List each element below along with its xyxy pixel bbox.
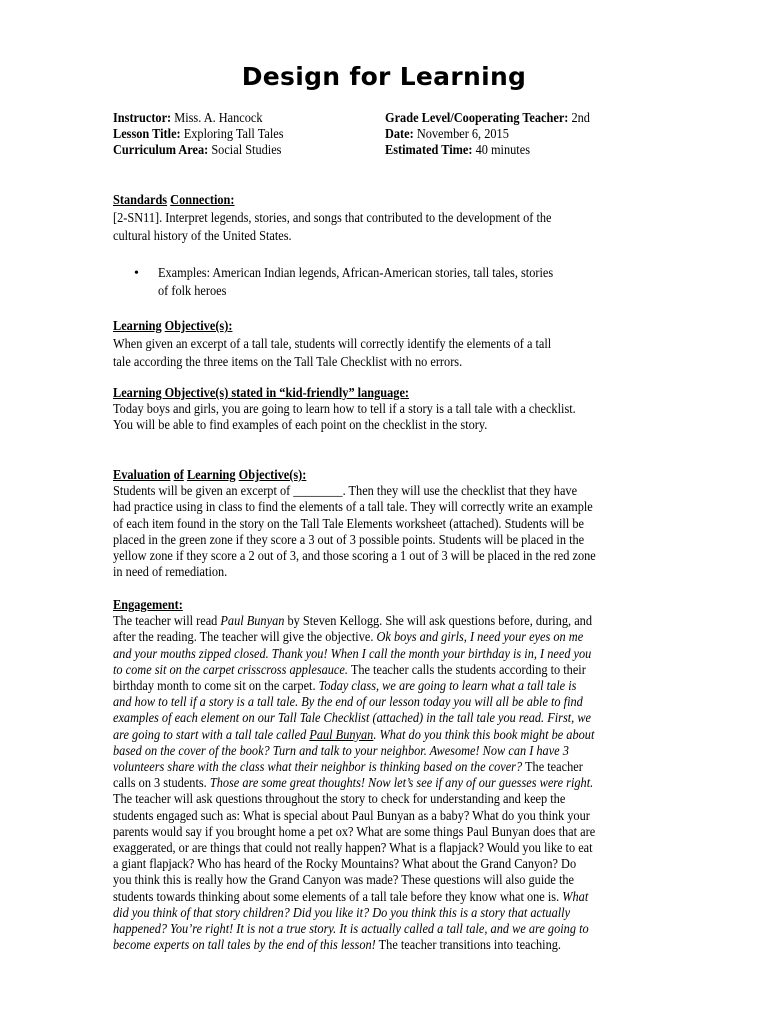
- text-run: students towards thinking about some elements of a tall tale before they know what one is.: [113, 889, 563, 905]
- engagement-line: [113, 809, 633, 825]
- bullet-dot-icon: •: [134, 266, 139, 281]
- engagement-line: [113, 906, 633, 922]
- text-run: by Steven Kellogg. She will ask questions before, during, and: [284, 614, 593, 630]
- curriculum-value: Social Studies: [211, 143, 282, 158]
- engagement-line: [113, 679, 633, 695]
- lesson-title-value: Exploring Tall Tales: [183, 127, 284, 142]
- kid-friendly-line: You will be able to find examples of each point on the checklist in the story.: [113, 418, 488, 434]
- engagement-line: [113, 922, 633, 938]
- grade-row: [385, 111, 618, 127]
- text-run: students engaged such as: What is special about Paul Bunyan as a baby? What do you think your: [113, 808, 590, 824]
- curriculum-label: Curriculum Area:: [113, 143, 209, 158]
- instructor-row: [113, 111, 307, 127]
- instructor-value: Miss. A. Hancock: [174, 111, 263, 126]
- italic-run: Ok boys and girls, I need your eyes on me: [376, 630, 584, 646]
- bullet-line: Examples: American Indian legends, African-American stories, tall tales, stories: [158, 266, 554, 281]
- page-title: Design for Learning: [241, 62, 527, 91]
- italic-run: examples of each element on our Tall Tale Checklist (attached) in the tall tale you read. First, we: [113, 711, 592, 727]
- engagement-heading: Engagement:: [113, 598, 183, 613]
- date-value: November 6, 2015: [416, 127, 509, 142]
- standards-section: [113, 193, 633, 247]
- text-run: The teacher transitions into teaching.: [375, 938, 561, 954]
- meta-left: [113, 111, 307, 159]
- italic-run: Those are some great thoughts! Now let’s see if any of our guesses were right.: [209, 776, 594, 792]
- text-run: you think this is really how the Grand Canyon was made? These questions will also guide the: [113, 873, 575, 889]
- evaluation-line: of each item found in the story on the Tall Tale Elements worksheet (attached). Students will be: [113, 516, 584, 532]
- text-run: after the reading. The teacher will give the objective.: [113, 630, 377, 646]
- time-label: Estimated Time:: [385, 143, 473, 158]
- standards-line: [2-SN11]. Interpret legends, stories, and songs that contributed to the development of the: [113, 211, 552, 226]
- italic-run: Paul Bunyan: [220, 614, 285, 630]
- text-run: birthday month to come sit on the carpet.: [113, 679, 319, 695]
- text-run: parents would say if you brought home a pet ox? What are some things Paul Bunyan does that are: [113, 824, 596, 840]
- text-run: The teacher will ask questions throughout the story to check for understanding and keep the: [113, 792, 566, 808]
- engagement-line: [113, 744, 633, 760]
- standards-line: cultural history of the United States.: [113, 229, 292, 245]
- engagement-line: [113, 728, 633, 744]
- text-run: The teacher: [522, 760, 583, 776]
- engagement-line: [113, 890, 633, 906]
- time-row: [385, 143, 618, 159]
- lesson-title-row: [113, 127, 307, 143]
- engagement-line: [113, 841, 633, 857]
- italic-run: Today class, we are going to learn what a tall tale is: [318, 679, 577, 695]
- standards-heading-a: Standards: [113, 193, 168, 208]
- italic-run: and how to tell if a story is a tall tale. By the end of our lesson today you will all be able to find: [113, 695, 583, 711]
- text-run: The teacher calls the students according to their: [347, 662, 586, 678]
- engagement-line: [113, 630, 633, 646]
- italic-run: volunteers share with the class what their neighbor is thinking based on the cover?: [113, 760, 523, 776]
- grade-label: Grade Level/Cooperating Teacher:: [385, 111, 569, 126]
- text-run: calls on 3 students.: [113, 776, 210, 792]
- engagement-line: [113, 614, 633, 630]
- engagement-line: [113, 825, 633, 841]
- kid-friendly-section: [113, 386, 633, 435]
- objective-heading: Learning Objective(s):: [113, 319, 233, 334]
- engagement-line: [113, 857, 633, 873]
- italic-run: and your mouths zipped closed. Thank you! When I call the month your birthday is in, I need you: [113, 646, 592, 662]
- italic-run: What: [562, 889, 589, 905]
- italic-run: . What do you think this book might be about: [373, 727, 595, 743]
- italic-run: happened? You’re right! It is not a true story. It is actually called a tall tale, and we are going to: [113, 922, 589, 938]
- engagement-line: [113, 760, 633, 776]
- engagement-line: [113, 695, 633, 711]
- evaluation-line: had practice using in class to find the elements of a tall tale. They will correctly write an example: [113, 500, 593, 516]
- bullet-line: of folk heroes: [158, 284, 227, 300]
- engagement-line: [113, 711, 633, 727]
- lesson-title-label: Lesson Title:: [113, 127, 181, 142]
- evaluation-line: yellow zone if they score a 2 out of 3, and those scoring a 1 out of 3 will be placed in the red zone: [113, 549, 596, 565]
- italic-run: become experts on tall tales by the end of this lesson!: [113, 938, 376, 954]
- standards-heading-b: Connection:: [170, 193, 235, 208]
- date-row: [385, 127, 618, 143]
- time-value: 40 minutes: [475, 143, 530, 158]
- objective-line: tale according the three items on the Tall Tale Checklist with no errors.: [113, 355, 463, 371]
- engagement-body: [113, 614, 633, 954]
- kid-friendly-line: Today boys and girls, you are going to learn how to tell if a story is a tall tale with a checklist.: [113, 402, 576, 418]
- engagement-line: [113, 938, 633, 954]
- evaluation-line: in need of remediation.: [113, 565, 228, 581]
- objective-section: [113, 319, 633, 373]
- italic-run: did you think of that story children? Did you like it? Do you think this is a story that actually: [113, 905, 571, 921]
- engagement-section: [113, 598, 633, 954]
- engagement-line: [113, 663, 633, 679]
- kid-friendly-heading: Learning Objective(s) stated in “kid-friendly” language:: [113, 386, 410, 401]
- meta-right: [385, 111, 618, 159]
- date-label: Date:: [385, 127, 414, 142]
- curriculum-row: [113, 143, 307, 159]
- italic-run: Paul Bunyan: [309, 727, 374, 743]
- grade-value: 2nd: [571, 111, 590, 126]
- evaluation-heading: Evaluation of Learning Objective(s):: [113, 468, 307, 483]
- text-run: exaggerated, or are things that could not really happen? What is a flapjack? Would you like to eat: [113, 841, 593, 857]
- italic-run: are going to start with a tall tale called: [113, 727, 310, 743]
- engagement-line: [113, 873, 633, 889]
- engagement-line: [113, 647, 633, 663]
- text-run: a giant flapjack? Who has heard of the Rocky Mountains? What about the Grand Canyon? Do: [113, 857, 577, 873]
- engagement-line: [113, 776, 633, 792]
- standards-heading: [113, 193, 633, 209]
- objective-line: When given an excerpt of a tall tale, students will correctly identify the elements of a tall: [113, 337, 552, 352]
- evaluation-line: Students will be given an excerpt of ________. Then they will use the checklist that they have: [113, 484, 578, 500]
- engagement-line: [113, 792, 633, 808]
- italic-run: based on the cover of the book? Turn and talk to your neighbor. Awesome! Now can I have 3: [113, 743, 569, 759]
- italic-run: to come sit on the carpet crisscross applesauce.: [113, 662, 348, 678]
- evaluation-line: placed in the green zone if they score a 3 out of 3 possible points. Students will be placed in the: [113, 532, 585, 548]
- instructor-label: Instructor:: [113, 111, 172, 126]
- text-run: The teacher will read: [113, 614, 221, 630]
- evaluation-section: [113, 468, 633, 581]
